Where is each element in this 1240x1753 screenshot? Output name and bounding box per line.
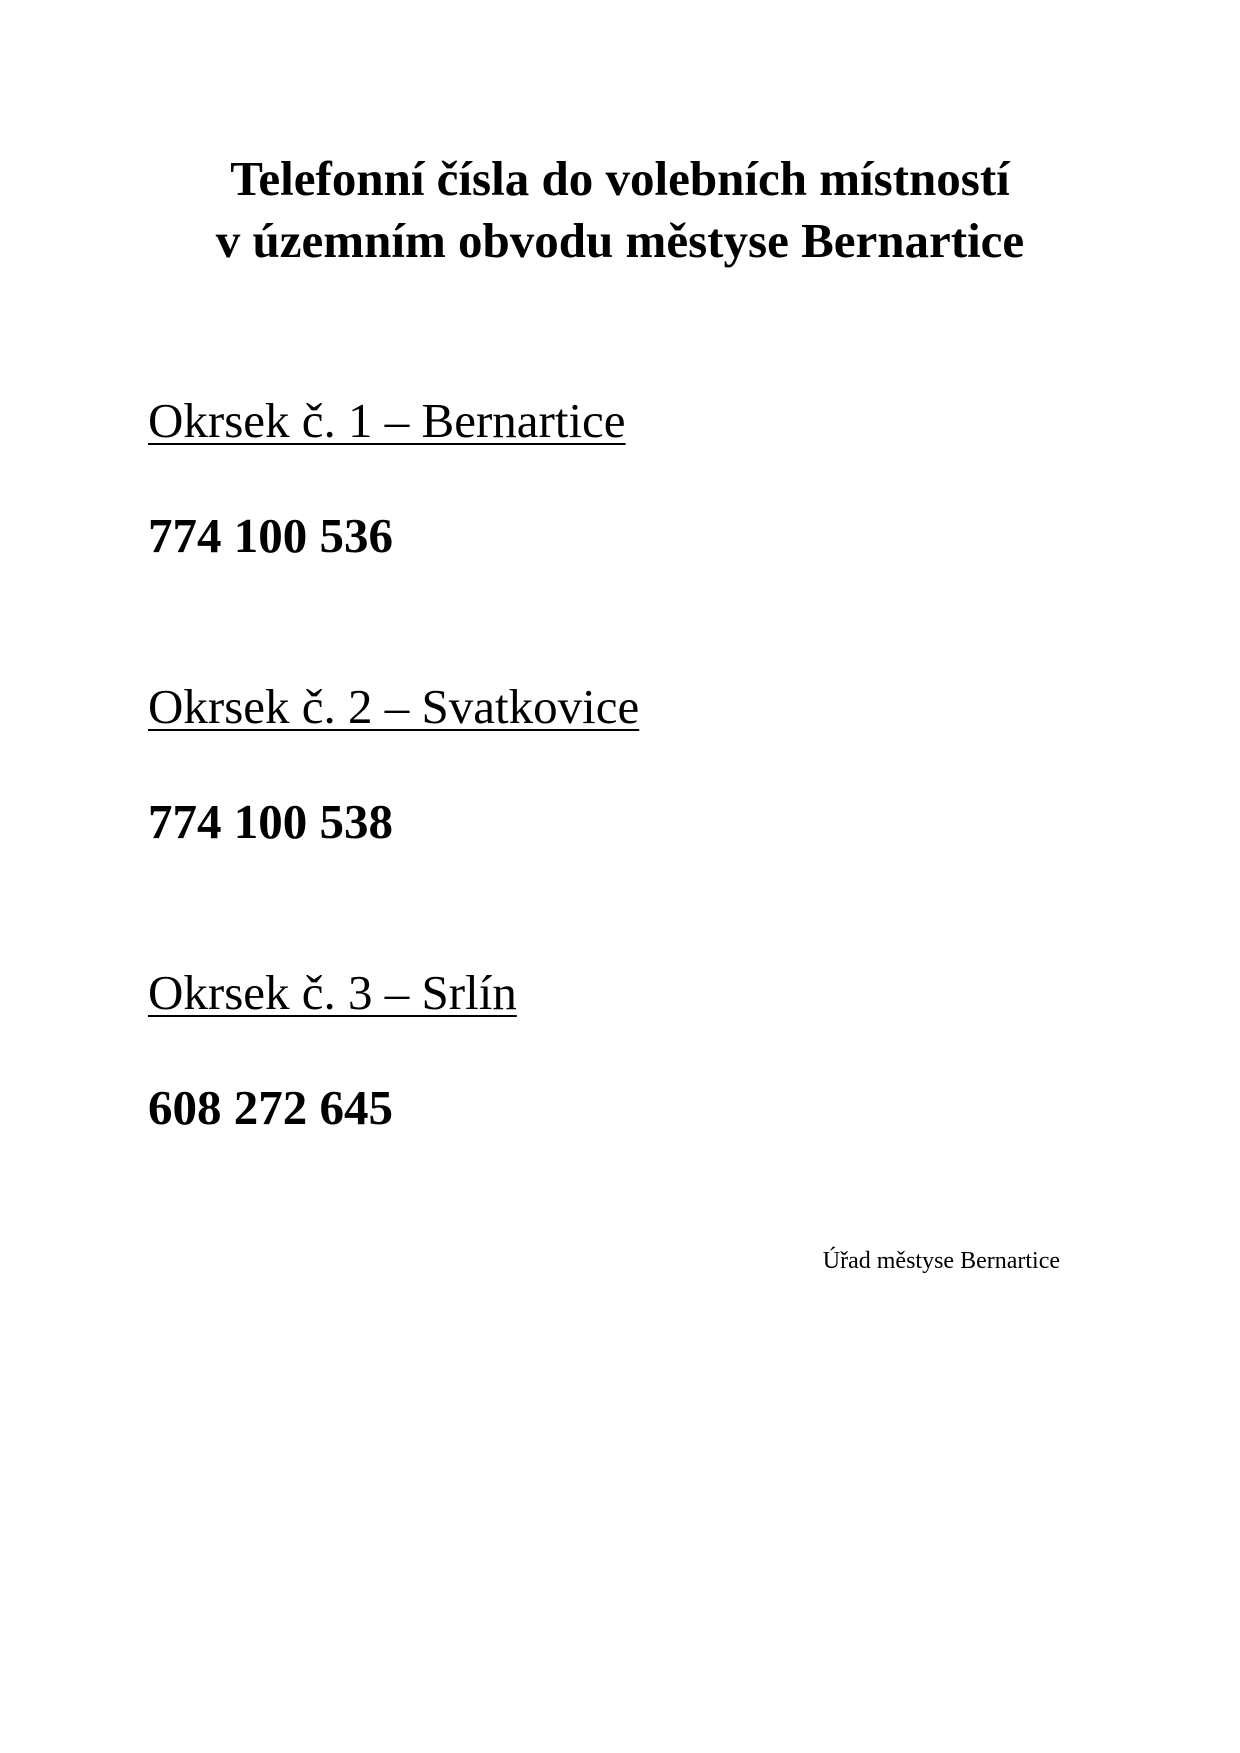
signature: Úřad městyse Bernartice [822, 1248, 1060, 1274]
page-title-line-2: v územním obvodu městyse Bernartice [215, 213, 1025, 268]
district-1-phone: 774 100 536 [148, 508, 393, 563]
district-3-phone: 608 272 645 [148, 1080, 393, 1135]
district-1-heading: Okrsek č. 1 – Bernartice [148, 393, 626, 448]
page-title [0, 148, 1240, 272]
page-title-line-1: Telefonní čísla do volebních místností [230, 151, 1010, 206]
district-2-phone: 774 100 538 [148, 794, 393, 849]
district-2-heading: Okrsek č. 2 – Svatkovice [148, 679, 640, 734]
district-3-heading: Okrsek č. 3 – Srlín [148, 965, 517, 1020]
